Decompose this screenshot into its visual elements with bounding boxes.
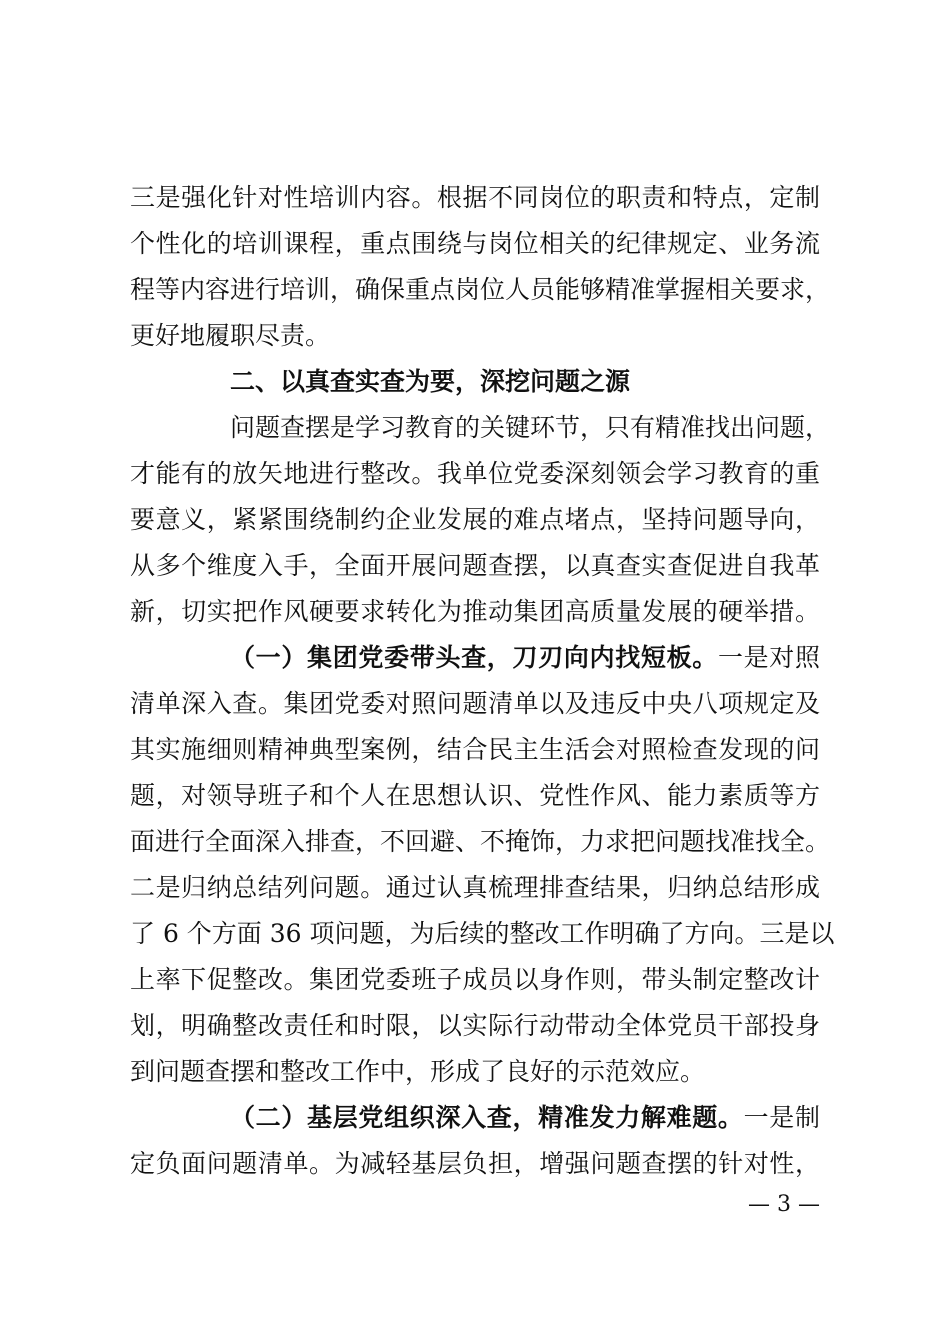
subsection-first-line-rest: 一是对照: [717, 643, 820, 672]
paragraph-line: 其实施细则精神典型案例，结合民主生活会对照检查发现的问: [130, 735, 820, 764]
paragraph-line: 题，对领导班子和个人在思想认识、党性作风、能力素质等方: [130, 781, 820, 810]
section-heading: 二、以真查实查为要，深挖问题之源: [230, 367, 631, 396]
paragraph-line: 划，明确整改责任和时限，以实际行动带动全体党员干部投身: [130, 1011, 820, 1040]
paragraph-line: 新，切实把作风硬要求转化为推动集团高质量发展的硬举措。: [130, 597, 820, 626]
subsection-first-line-rest: 一是制: [743, 1103, 820, 1132]
paragraph-line: 定负面问题清单。为减轻基层负担，增强问题查摆的针对性，: [130, 1149, 820, 1178]
paragraph-line: 了 6 个方面 36 项问题，为后续的整改工作明确了方向。三是以: [130, 919, 835, 948]
subsection-first-line: [230, 1098, 820, 1138]
paragraph-line: 程等内容进行培训，确保重点岗位人员能够精准掌握相关要求，: [130, 275, 831, 304]
subsection-heading: （一）集团党委带头查，刀刃向内找短板。: [230, 643, 718, 672]
paragraph-line: 三是强化针对性培训内容。根据不同岗位的职责和特点，定制: [130, 183, 820, 212]
paragraph-line: 更好地履职尽责。: [130, 321, 331, 350]
paragraph-line: 清单深入查。集团党委对照问题清单以及违反中央八项规定及: [130, 689, 820, 718]
paragraph-line: 个性化的培训课程，重点围绕与岗位相关的纪律规定、业务流: [130, 229, 820, 258]
page-number: — 3 —: [748, 1192, 820, 1217]
paragraph-line: 上率下促整改。集团党委班子成员以身作则，带头制定整改计: [130, 965, 820, 994]
paragraph-line: 二是归纳总结列问题。通过认真梳理排查结果，归纳总结形成: [130, 873, 820, 902]
paragraph-line: 到问题查摆和整改工作中，形成了良好的示范效应。: [130, 1057, 706, 1086]
subsection-first-line: [230, 638, 820, 678]
subsection-heading: （二）基层党组织深入查，精准发力解难题。: [230, 1103, 744, 1132]
paragraph-line: 要意义，紧紧围绕制约企业发展的难点堵点，坚持问题导向，: [130, 505, 820, 534]
paragraph-line: 面进行全面深入排查，不回避、不掩饰，力求把问题找准找全。: [130, 827, 831, 856]
paragraph-line: 从多个维度入手，全面开展问题查摆，以真查实查促进自我革: [130, 551, 820, 580]
paragraph-line: 问题查摆是学习教育的关键环节，只有精准找出问题，: [230, 413, 831, 442]
paragraph-line: 才能有的放矢地进行整改。我单位党委深刻领会学习教育的重: [130, 459, 820, 488]
